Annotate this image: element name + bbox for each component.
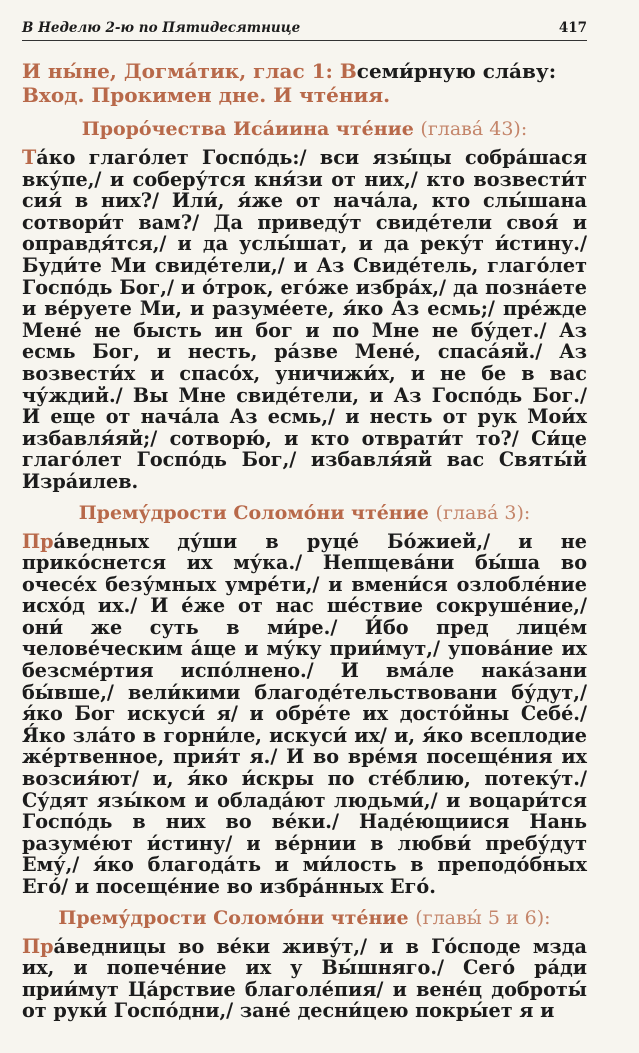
reading-body: а́ведницы во ве́ки живу́т,/ и в Го́споде мзда их, и попече́ние их у Вы́шняго./ Сего́ ра́ди прии́мут Ца́рствие благоле́пия/ и вене́ц доброты́ от руки́ Госпо́дни,/ зане́ десни́цею покры́ет я и [22,934,587,1023]
reading-body: а́ведных ду́ши в руце́ Бо́жией,/ и не прико́снется их му́ка./ Непщева́ни бы́ша во очесе́х безу́мных умре́ти,/ и вмени́ся озлобле́ние исхо́д их./ И е́же от нас ше́ствие сокруше́ние,/ они́ же суть в ми́ре./ И́бо пред лице́м челове́ческим а́ще и му́ку прии́мут,/ упова́ние их безсме́ртия испо́лнено./ И вма́ле нака́зани бы́вше,/ вели́кими благоде́тельствовани бу́дут,/ я́ко Бог искуси́ я/ и обре́те их досто́йны Себе́./ Я́ко зла́то в горни́ле, искуси́ их/ и, я́ко всеплодие же́ртвенное, прия́т я./ И во вре́мя посеще́ния их возсия́ют/ и, я́ко и́скры по сте́блию, потеку́т./ Су́дят язы́ком и облада́ют людьми́,/ и воцари́тся Госпо́дь в них во ве́ки./ Наде́ющиися Нань разуме́ют и́стину/ и ве́рнии в любви́ пребу́дут Ему́,/ я́ко благода́ть и ми́лость в преподо́бных Его́/ и посеще́ние во избра́нных Его́. [22,529,587,898]
intro-red-line2: Вход. Прокимен дне. И чте́ния. [22,83,391,107]
section-heading [22,501,587,525]
heading-reference: (глава́ 43): [420,118,528,140]
reading-text [22,531,587,898]
heading-reference: (главы́ 5 и 6): [415,906,551,929]
reading-text [22,147,587,493]
dropcap-letter: Пр [22,529,54,553]
dropcap-letter: Т [22,146,37,169]
running-title: В Неделю 2-ю по Пятидесятнице [22,20,301,36]
page-header [22,20,587,41]
heading-reference: (глава́ 3): [435,501,531,524]
intro-rubric [22,59,587,107]
intro-red-text: И ны́не, Догма́тик, глас 1: В [22,59,357,83]
page-number: 417 [558,20,587,36]
section-heading [22,906,587,930]
heading-dropcap: Проро́чества Иса́иина чте́ние [81,118,414,140]
heading-title: Прему́дрости Соломо́ни чте́ние [58,906,409,929]
reading-text [22,936,587,1022]
reading-body: а́ко глаго́лет Госпо́дь:/ вси язы́цы собра́шася вку́пе,/ и соберу́тся кня́зи от них,/ кто возвести́т сия́ в них?/ Или́, я́же от нача́ла, кто слы́шана сотвори́т вам?/ Да приведу́т свиде́тели своя́ и оправдя́тся,/ и да услы́шат, и да реку́т и́стину./ Буди́те Ми свиде́тели,/ и Аз Свиде́тель, глаго́лет Госпо́дь Бог,/ и о́трок, его́же избра́х,/ да позна́ете и ве́руете Ми, и разуме́ете, я́ко Аз есмь;/ пре́жде Мене́ не бысть ин бог и по Мне не бу́дет./ Аз есмь Бог, и несть, ра́зве Мене́, спаса́яй./ Аз возвести́х и спасо́х, уничижи́х, и не бе в вас чу́ждий./ Вы Мне свиде́тели, и Аз Госпо́дь Бог./ И еще от нача́ла Аз есмь,/ и несть от рук Мои́х избавля́яй;/ сотворю́, и кто отврати́т то?/ Си́це глаго́лет Госпо́дь Бог,/ избавля́яй вас Святы́й Изра́илев. [22,146,587,493]
dropcap-letter: Пр [22,934,54,958]
heading-title: Прему́дрости Соломо́ни чте́ние [78,501,429,524]
section-heading [22,117,587,141]
intro-black-text: семи́рную сла́ву: [356,59,557,83]
